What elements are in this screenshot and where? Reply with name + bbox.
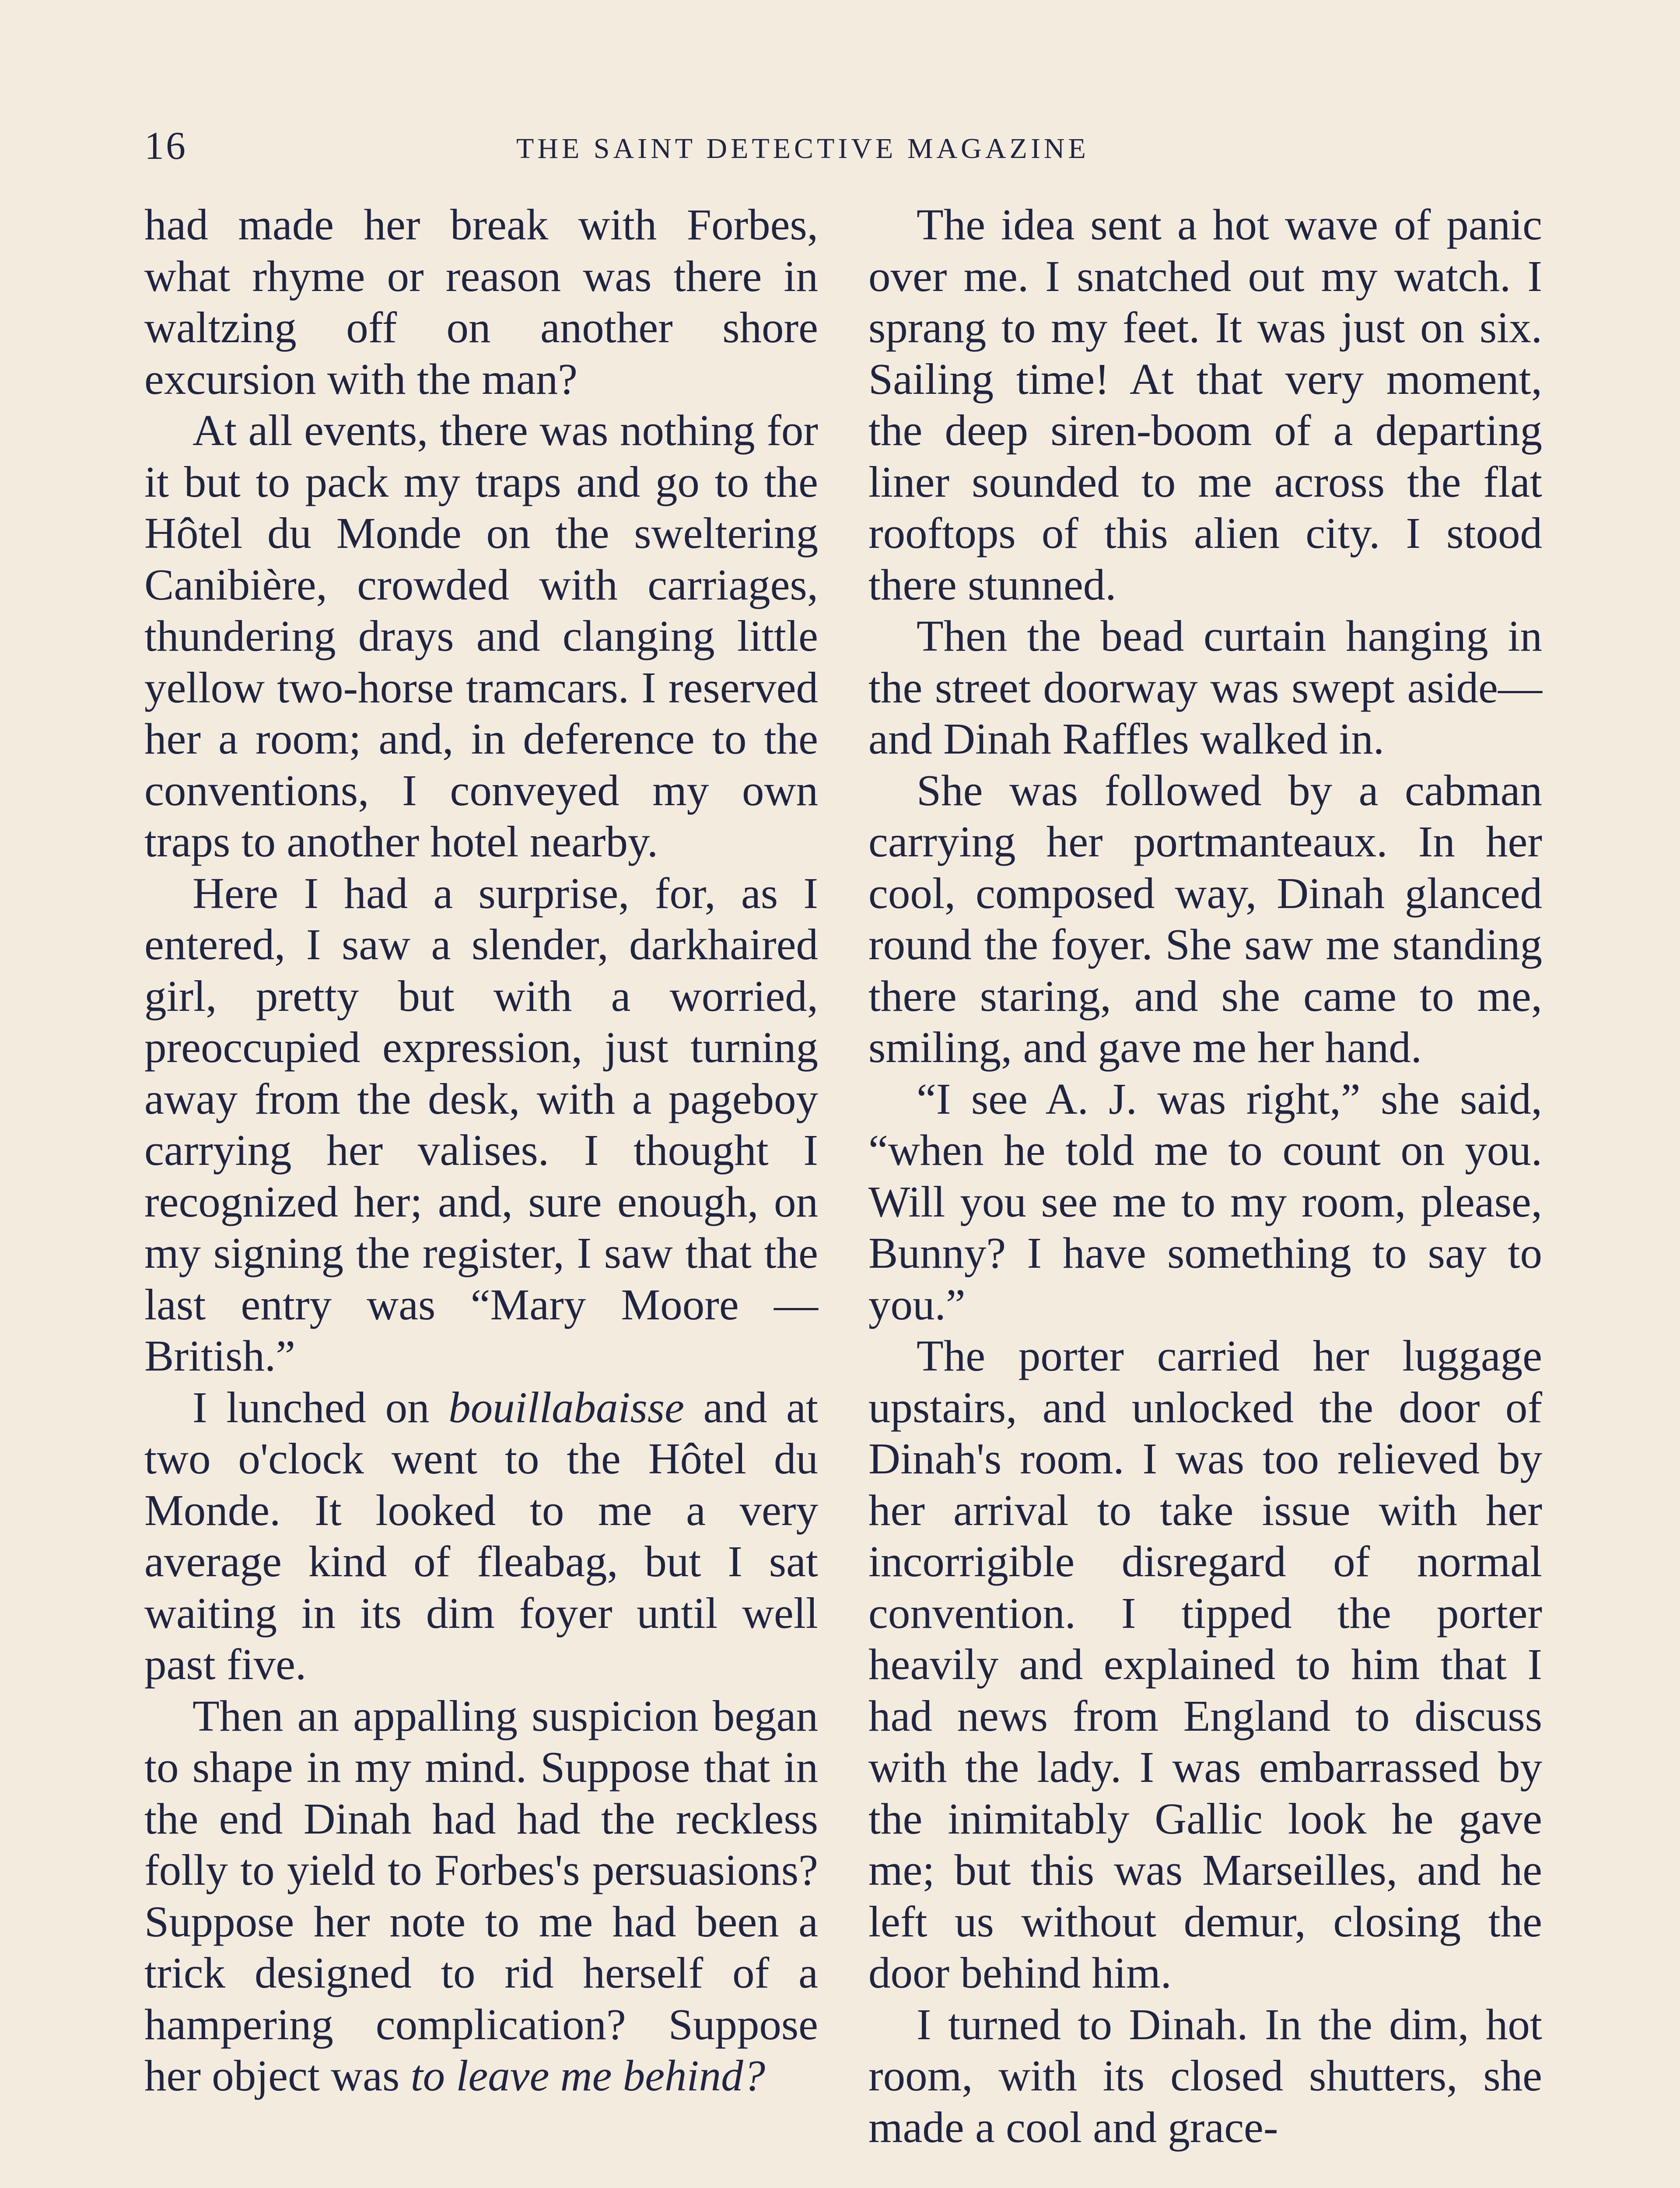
text-run: Then an appalling suspicion began to shape in my mind. Suppose that in the end Dinah had had the reckless folly to yield to Forbes's persuasions? Suppose her note to me had been a trick designed to rid herself of a hampering complication? Suppose her object was — [144, 1691, 818, 2100]
text-run: I lunched on — [192, 1382, 449, 1432]
paragraph: “I see A. J. was right,” she said, “when he told me to count on you. Will you see me to my room, please, Bunny? I have something to say to you.” — [868, 1074, 1542, 1329]
paragraph: At all events, there was nothing for it but to pack my traps and go to the Hôtel du Monde on the sweltering Canibière, crowded with carriages, thundering drays and clanging little yellow two-horse tramcars. I reserved her a room; and, in deference to the conventions, I conveyed my own traps to another hotel nearby. — [144, 406, 818, 866]
paragraph: The idea sent a hot wave of panic over me. I snatched out my watch. I sprang to my feet. It was just on six. Sailing time! At that very moment, the deep siren-boom of a departing liner sounded to me across the flat rooftops of this alien city. I stood there stunned. — [868, 200, 1542, 609]
paragraph: Then the bead curtain hanging in the street doorway was swept aside—and Dinah Raffles walked in. — [868, 611, 1542, 763]
paragraph — [144, 1690, 818, 2102]
paragraph — [144, 1382, 818, 1690]
page-header — [144, 123, 1544, 185]
right-column — [868, 199, 1542, 2153]
text-run: and at two o'clock went to the Hôtel du Monde. It looked to me a very average kind of fleabag, but I sat waiting in its dim foyer until well past five. — [144, 1382, 818, 1689]
running-head: THE SAINT DETECTIVE MAGAZINE — [516, 133, 1089, 165]
italic-text: to leave me behind? — [410, 2051, 766, 2100]
paragraph: I turned to Dinah. In the dim, hot room, with its closed shutters, she made a cool and grace- — [868, 1999, 1542, 2152]
paragraph: She was followed by a cabman carrying her portmanteaux. In her cool, composed way, Dinah glanced round the foyer. She saw me standing there staring, and she came to me, smiling, and gave me her hand. — [868, 765, 1542, 1072]
left-column — [144, 199, 818, 2102]
page-number: 16 — [144, 124, 187, 168]
paragraph: Here I had a surprise, for, as I entered, I saw a slender, darkhaired girl, pretty but with a worried, preoccupied expression, just turning away from the desk, with a pageboy carrying her valises. I thought I recognized her; and, sure enough, on my signing the register, I saw that the last entry was “Mary Moore —British.” — [144, 868, 818, 1380]
italic-text: bouillabaisse — [448, 1382, 684, 1432]
paragraph: The porter carried her luggage upstairs, and unlocked the door of Dinah's room. I was too relieved by her arrival to take issue with her incorrigible disregard of normal convention. I tipped the porter heavily and explained to him that I had news from England to discuss with the lady. I was embarrassed by the inimitably Gallic look he gave me; but this was Marseilles, and he left us without demur, closing the door behind him. — [868, 1331, 1542, 1997]
paragraph: had made her break with Forbes, what rhyme or reason was there in waltzing off on another shore excursion with the man? — [144, 200, 818, 403]
